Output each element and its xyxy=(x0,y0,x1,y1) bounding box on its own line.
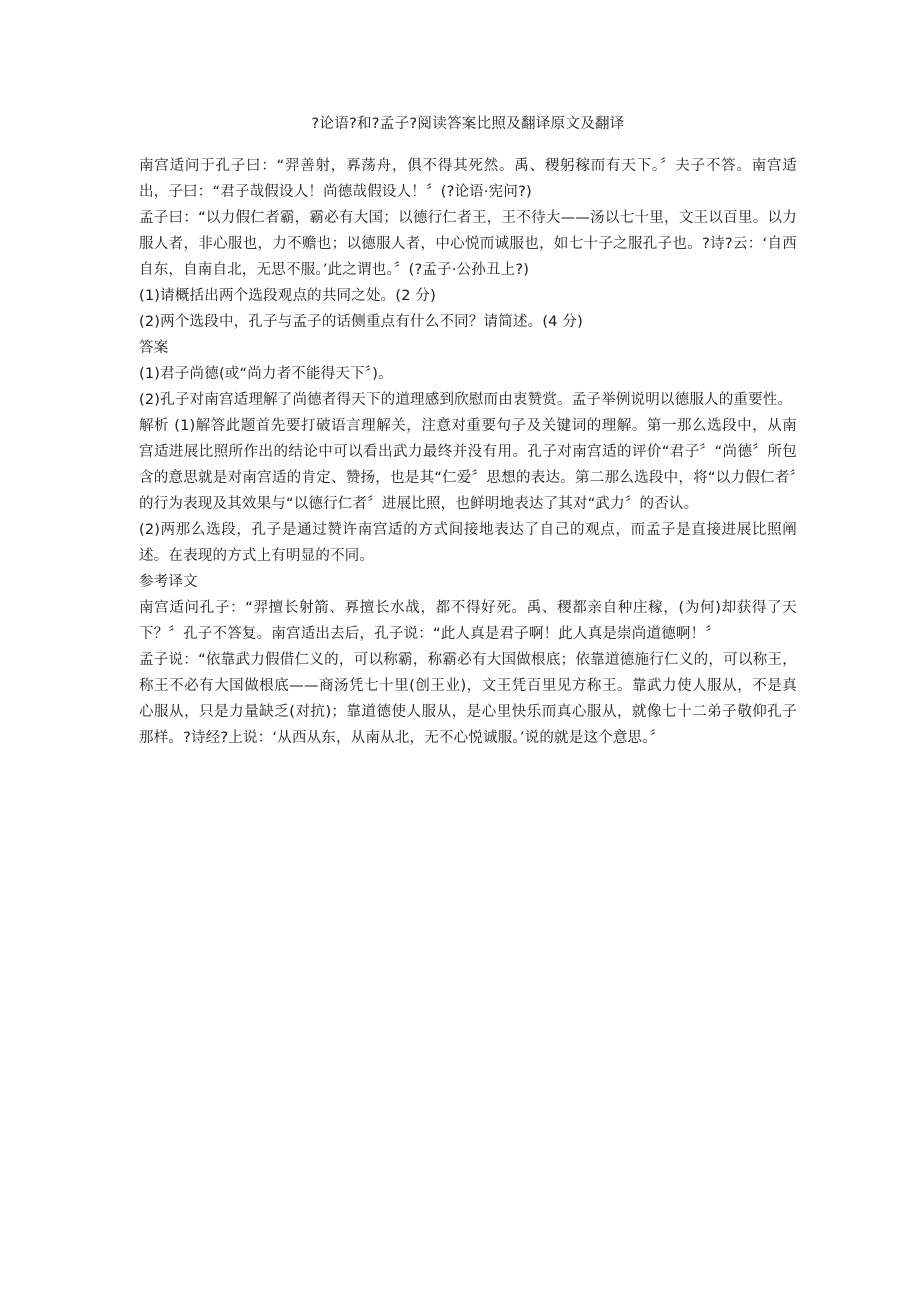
paragraph-passage-mengzi: 孟子曰：“以力假仁者霸，霸必有大国；以德行仁者王，王不待大——汤以七十里，文王以百里。以力服人者，非心服也，力不赡也；以德服人者，中心悦而诚服也，如七十子之服孔子也。?诗?云：‘自西自东，自南自北，无思不服。’此之谓也。〞(?孟子·公孙丑上?) xyxy=(139,210,797,278)
heading-answer: 答案 xyxy=(139,340,169,356)
paragraph-translation-2: 孟子说：“依靠武力假借仁义的，可以称霸，称霸必有大国做根底；依靠道德施行仁义的，可以称王，称王不必有大国做根底——商汤凭七十里(创王业)，文王凭百里见方称王。靠武力使人服从，不是真心服从，只是力量缺乏(对抗)；靠道德使人服从，是心里快乐而真心服从，就像七十二弟子敬仰孔子那样。?诗经?上说：‘从西从东，从南从北，无不心悦诚服。’说的就是这个意思。〞 xyxy=(139,652,797,746)
paragraph-answer-1: (1)君子尚德(或“尚力者不能得天下〞)。 xyxy=(139,366,393,382)
paragraph-analysis-2: (2)两那么选段，孔子是通过赞许南宫适的方式间接地表达了自己的观点，而孟子是直接进展比照阐述。在表现的方式上有明显的不同。 xyxy=(139,522,797,564)
paragraph-translation-1: 南宫适问孔子：“羿擅长射箭、奡擅长水战，都不得好死。禹、稷都亲自种庄稼，(为何)却获得了天下？〞孔子不答复。南宫适出去后，孔子说：“此人真是君子啊！此人真是崇尚道德啊！〞 xyxy=(139,600,797,642)
document-page xyxy=(139,112,797,751)
paragraph-answer-2: (2)孔子对南宫适理解了尚德者得天下的道理感到欣慰而由衷赞赏。孟子举例说明以德服人的重要性。 xyxy=(139,392,793,408)
paragraph-question-2: (2)两个选段中，孔子与孟子的话侧重点有什么不同？请简述。(4 分) xyxy=(139,314,583,330)
paragraph-analysis-1: 解析 (1)解答此题首先要打破语言理解关，注意对重要句子及关键词的理解。第一那么选段中，从南宫适进展比照所作出的结论中可以看出武力最终并没有用。孔子对南宫适的评价“君子〞“尚德〞所包含的意思就是对南宫适的肯定、赞扬，也是其“仁爱〞思想的表达。第二那么选段中，将“以力假仁者〞的行为表现及其效果与“以德行仁者〞进展比照，也鲜明地表达了其对“武力〞的否认。 xyxy=(139,418,797,512)
document-title: ?论语?和?孟子?阅读答案比照及翻译原文及翻译 xyxy=(311,116,625,132)
heading-translation: 参考译文 xyxy=(139,574,198,590)
paragraph-question-1: (1)请概括出两个选段观点的共同之处。(2 分) xyxy=(139,288,436,304)
paragraph-passage-lunyu: 南宫适问于孔子曰：“羿善射，奡荡舟，俱不得其死然。禹、稷躬稼而有天下。〞夫子不答。南宫适出，子曰：“君子哉假设人！尚德哉假设人！〞(?论语·宪问?) xyxy=(139,158,797,200)
